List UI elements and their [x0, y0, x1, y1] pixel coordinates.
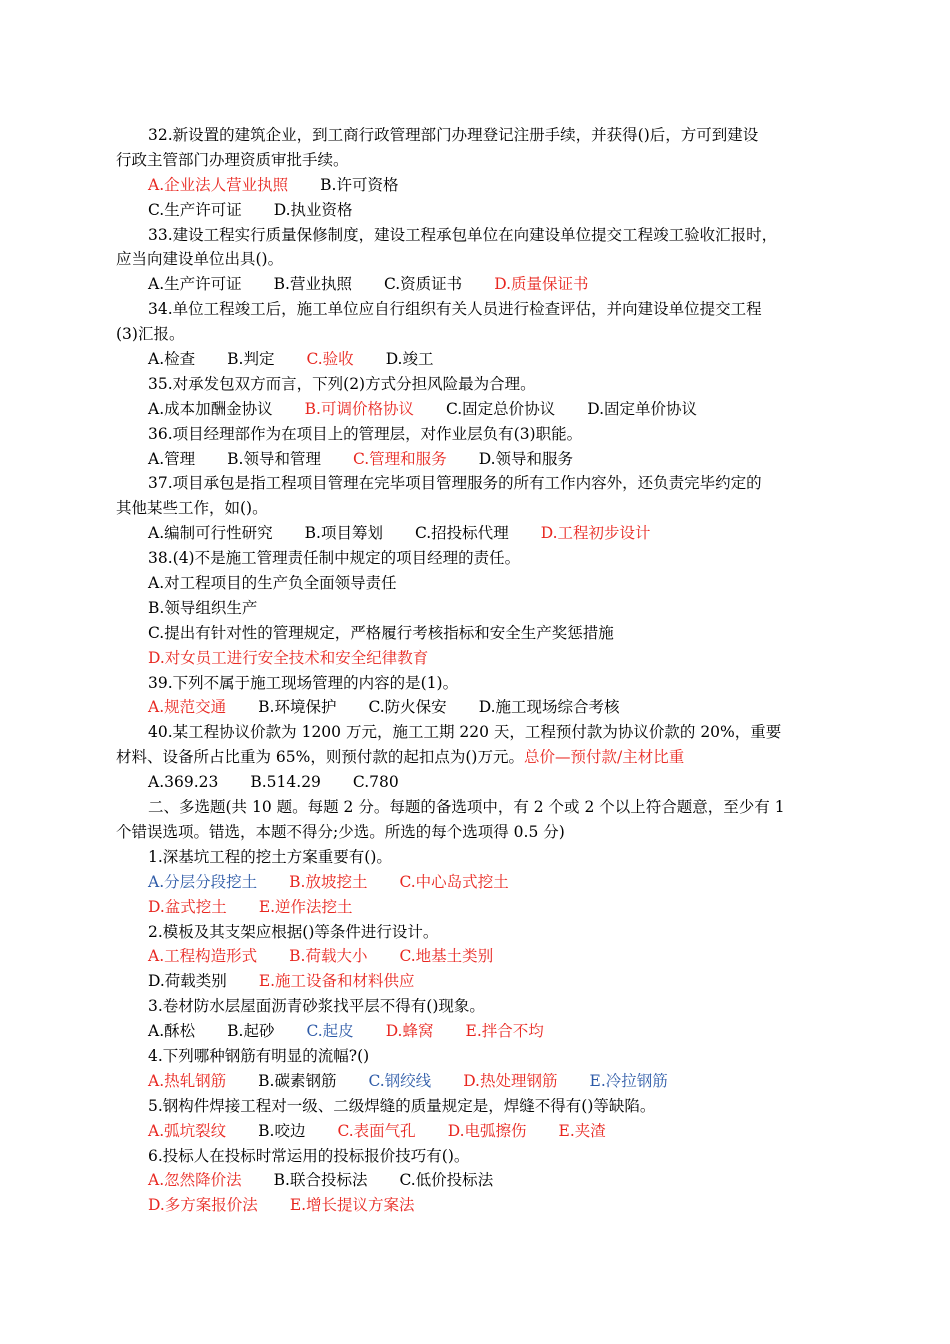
- question-text-line: [0, 322, 950, 347]
- question-text-line: [0, 820, 950, 845]
- answer-option: E.施工设备和材料供应: [258, 972, 415, 991]
- answer-option: C.中心岛式挖土: [399, 872, 509, 891]
- answer-option: D.领导和服务: [478, 449, 574, 468]
- answer-option: C.地基土类别: [399, 947, 494, 966]
- answer-options-line: [0, 596, 950, 621]
- line-text: 材料、设备所占比重为 65%，则预付款的起扣点为()万元。: [116, 748, 524, 767]
- line-text: (3)汇报。: [116, 325, 185, 344]
- answer-option: B.领导组织生产: [148, 598, 258, 617]
- answer-option: C.提出有针对性的管理规定，严格履行考核指标和安全生产奖惩措施: [148, 623, 614, 642]
- answer-option: C.低价投标法: [399, 1171, 494, 1190]
- answer-options-line: [0, 198, 950, 223]
- answer-option: D.质量保证书: [494, 275, 589, 294]
- answer-note: 总价—预付款/主材比重: [523, 748, 685, 767]
- question-text-line: [0, 1094, 950, 1119]
- answer-option: B.判定: [227, 350, 275, 369]
- question-text-line: [0, 845, 950, 870]
- answer-option: B.514.29: [250, 773, 321, 792]
- question-text-line: [0, 920, 950, 945]
- answer-options-line: [0, 1119, 950, 1144]
- answer-option: A.成本加酬金协议: [148, 399, 273, 418]
- answer-options-line: [0, 1069, 950, 1094]
- answer-option: B.领导和管理: [227, 449, 321, 468]
- question-text-line: [0, 148, 950, 173]
- answer-option: D.竣工: [385, 350, 434, 369]
- answer-option: D.执业资格: [273, 200, 353, 219]
- question-text-line: [0, 372, 950, 397]
- question-text-line: [0, 247, 950, 272]
- question-text-line: [0, 745, 950, 770]
- question-text-line: [0, 422, 950, 447]
- answer-option: A.弧坑裂纹: [148, 1121, 227, 1140]
- document-page: [0, 123, 950, 1218]
- line-text: 2.模板及其支架应根据()等条件进行设计。: [148, 922, 439, 941]
- line-text: 6.投标人在投标时常运用的投标报价技巧有()。: [148, 1146, 470, 1165]
- line-text: 40.某工程协议价款为 1200 万元，施工工期 220 天，工程预付款为协议价款的 20%，重要: [148, 723, 782, 742]
- question-text-line: [0, 1044, 950, 1069]
- answer-option: B.咬边: [258, 1121, 306, 1140]
- answer-option: C.管理和服务: [352, 449, 447, 468]
- answer-option: C.表面气孔: [337, 1121, 416, 1140]
- answer-options-line: [0, 969, 950, 994]
- answer-option: A.工程构造形式: [148, 947, 258, 966]
- answer-option: D.荷载类别: [148, 972, 227, 991]
- answer-option: A.规范交通: [148, 698, 227, 717]
- answer-option: B.碳素钢筋: [258, 1071, 337, 1090]
- line-text: 其他某些工作，如()。: [116, 499, 268, 518]
- answer-options-line: [0, 944, 950, 969]
- answer-options-line: [0, 646, 950, 671]
- answer-option: E.逆作法挖土: [258, 897, 353, 916]
- answer-option: D.施工现场综合考核: [478, 698, 620, 717]
- answer-option: A.生产许可证: [148, 275, 242, 294]
- answer-option: A.编制可行性研究: [148, 524, 273, 543]
- line-text: 3.卷材防水层屋面沥青砂浆找平层不得有()现象。: [148, 997, 485, 1016]
- answer-options-line: [0, 770, 950, 795]
- answer-option: A.忽然降价法: [148, 1171, 242, 1190]
- answer-option: D.热处理钢筋: [463, 1071, 558, 1090]
- line-text: 38.(4)不是施工管理责任制中规定的项目经理的责任。: [148, 549, 521, 568]
- answer-options-line: [0, 870, 950, 895]
- line-text: 33.建设工程实行质量保修制度，建设工程承包单位在向建设单位提交工程竣工验收汇报时，: [148, 225, 778, 244]
- line-text: 1.深基坑工程的挖土方案重要有()。: [148, 847, 392, 866]
- line-text: 5.钢构件焊接工程对一级、二级焊缝的质量规定是，焊缝不得有()等缺陷。: [148, 1096, 656, 1115]
- line-text: 行政主管部门办理资质审批手续。: [116, 150, 349, 169]
- answer-option: B.营业执照: [273, 275, 352, 294]
- question-text-line: [0, 546, 950, 571]
- answer-option: E.冷拉钢筋: [589, 1071, 668, 1090]
- answer-option: E.夹渣: [558, 1121, 606, 1140]
- line-text: 35.对承发包双方而言，下列(2)方式分担风险最为合理。: [148, 374, 536, 393]
- answer-options-line: [0, 1019, 950, 1044]
- answer-option: D.盆式挖土: [148, 897, 227, 916]
- answer-option: B.荷载大小: [289, 947, 368, 966]
- question-text-line: [0, 123, 950, 148]
- answer-option: D.固定单价协议: [587, 399, 698, 418]
- answer-option: B.项目筹划: [304, 524, 383, 543]
- answer-options-line: [0, 621, 950, 646]
- answer-option: C.780: [352, 773, 399, 792]
- line-text: 应当向建设单位出具()。: [116, 250, 284, 269]
- answer-option: C.招投标代理: [414, 524, 509, 543]
- answer-option: A.企业法人营业执照: [148, 175, 289, 194]
- answer-option: C.钢绞线: [368, 1071, 432, 1090]
- answer-option: E.增长提议方案法: [289, 1196, 415, 1215]
- answer-option: C.验收: [306, 350, 354, 369]
- answer-option: B.放坡挖土: [289, 872, 368, 891]
- answer-option: A.酥松: [148, 1022, 196, 1041]
- answer-option: A.管理: [148, 449, 196, 468]
- answer-options-line: [0, 397, 950, 422]
- answer-option: A.检查: [148, 350, 196, 369]
- line-text: 个错误选项。错选，本题不得分;少选。所选的每个选项得 0.5 分): [116, 822, 565, 841]
- answer-options-line: [0, 173, 950, 198]
- answer-option: D.电弧擦伤: [447, 1121, 527, 1140]
- question-text-line: [0, 496, 950, 521]
- answer-options-line: [0, 521, 950, 546]
- answer-option: A.369.23: [148, 773, 219, 792]
- question-text-line: [0, 994, 950, 1019]
- answer-option: E.拌合不均: [465, 1022, 544, 1041]
- answer-option: A.热轧钢筋: [148, 1071, 227, 1090]
- line-text: 4.下列哪种钢筋有明显的流幅?(): [148, 1046, 370, 1065]
- answer-options-line: [0, 695, 950, 720]
- question-text-line: [0, 1144, 950, 1169]
- answer-options-line: [0, 347, 950, 372]
- answer-option: A.分层分段挖土: [148, 872, 258, 891]
- answer-option: B.联合投标法: [273, 1171, 368, 1190]
- answer-option: D.工程初步设计: [540, 524, 651, 543]
- answer-option: C.防火保安: [368, 698, 447, 717]
- answer-option: B.起砂: [227, 1022, 275, 1041]
- answer-option: D.对女员工进行安全技术和安全纪律教育: [148, 648, 429, 667]
- answer-option: B.可调价格协议: [304, 399, 414, 418]
- line-text: 39.下列不属于施工现场管理的内容的是(1)。: [148, 673, 459, 692]
- line-text: 37.项目承包是指工程项目管理在完毕项目管理服务的所有工作内容外，还负责完毕约定的: [148, 474, 762, 493]
- line-text: 36.项目经理部作为在项目上的管理层，对作业层负有(3)职能。: [148, 424, 583, 443]
- question-text-line: [0, 795, 950, 820]
- answer-option: B.许可资格: [320, 175, 399, 194]
- question-text-line: [0, 471, 950, 496]
- answer-options-line: [0, 571, 950, 596]
- answer-option: C.生产许可证: [148, 200, 242, 219]
- answer-options-line: [0, 895, 950, 920]
- answer-option: D.多方案报价法: [148, 1196, 258, 1215]
- answer-option: C.起皮: [306, 1022, 354, 1041]
- answer-option: B.环境保护: [258, 698, 337, 717]
- answer-option: A.对工程项目的生产负全面领导责任: [148, 574, 397, 593]
- question-text-line: [0, 671, 950, 696]
- line-text: 34.单位工程竣工后，施工单位应自行组织有关人员进行检查评估，并向建设单位提交工程: [148, 300, 762, 319]
- answer-option: D.蜂窝: [385, 1022, 434, 1041]
- answer-option: C.资质证书: [383, 275, 463, 294]
- question-text-line: [0, 297, 950, 322]
- line-text: 二、多选题(共 10 题。每题 2 分。每题的备选项中，有 2 个或 2 个以上符合题意，至少有 1: [148, 798, 785, 817]
- answer-options-line: [0, 272, 950, 297]
- answer-options-line: [0, 1168, 950, 1193]
- question-text-line: [0, 720, 950, 745]
- question-text-line: [0, 223, 950, 248]
- answer-option: C.固定总价协议: [445, 399, 556, 418]
- line-text: 32.新设置的建筑企业，到工商行政管理部门办理登记注册手续，并获得()后，方可到建设: [148, 126, 759, 144]
- answer-options-line: [0, 1193, 950, 1218]
- answer-options-line: [0, 447, 950, 472]
